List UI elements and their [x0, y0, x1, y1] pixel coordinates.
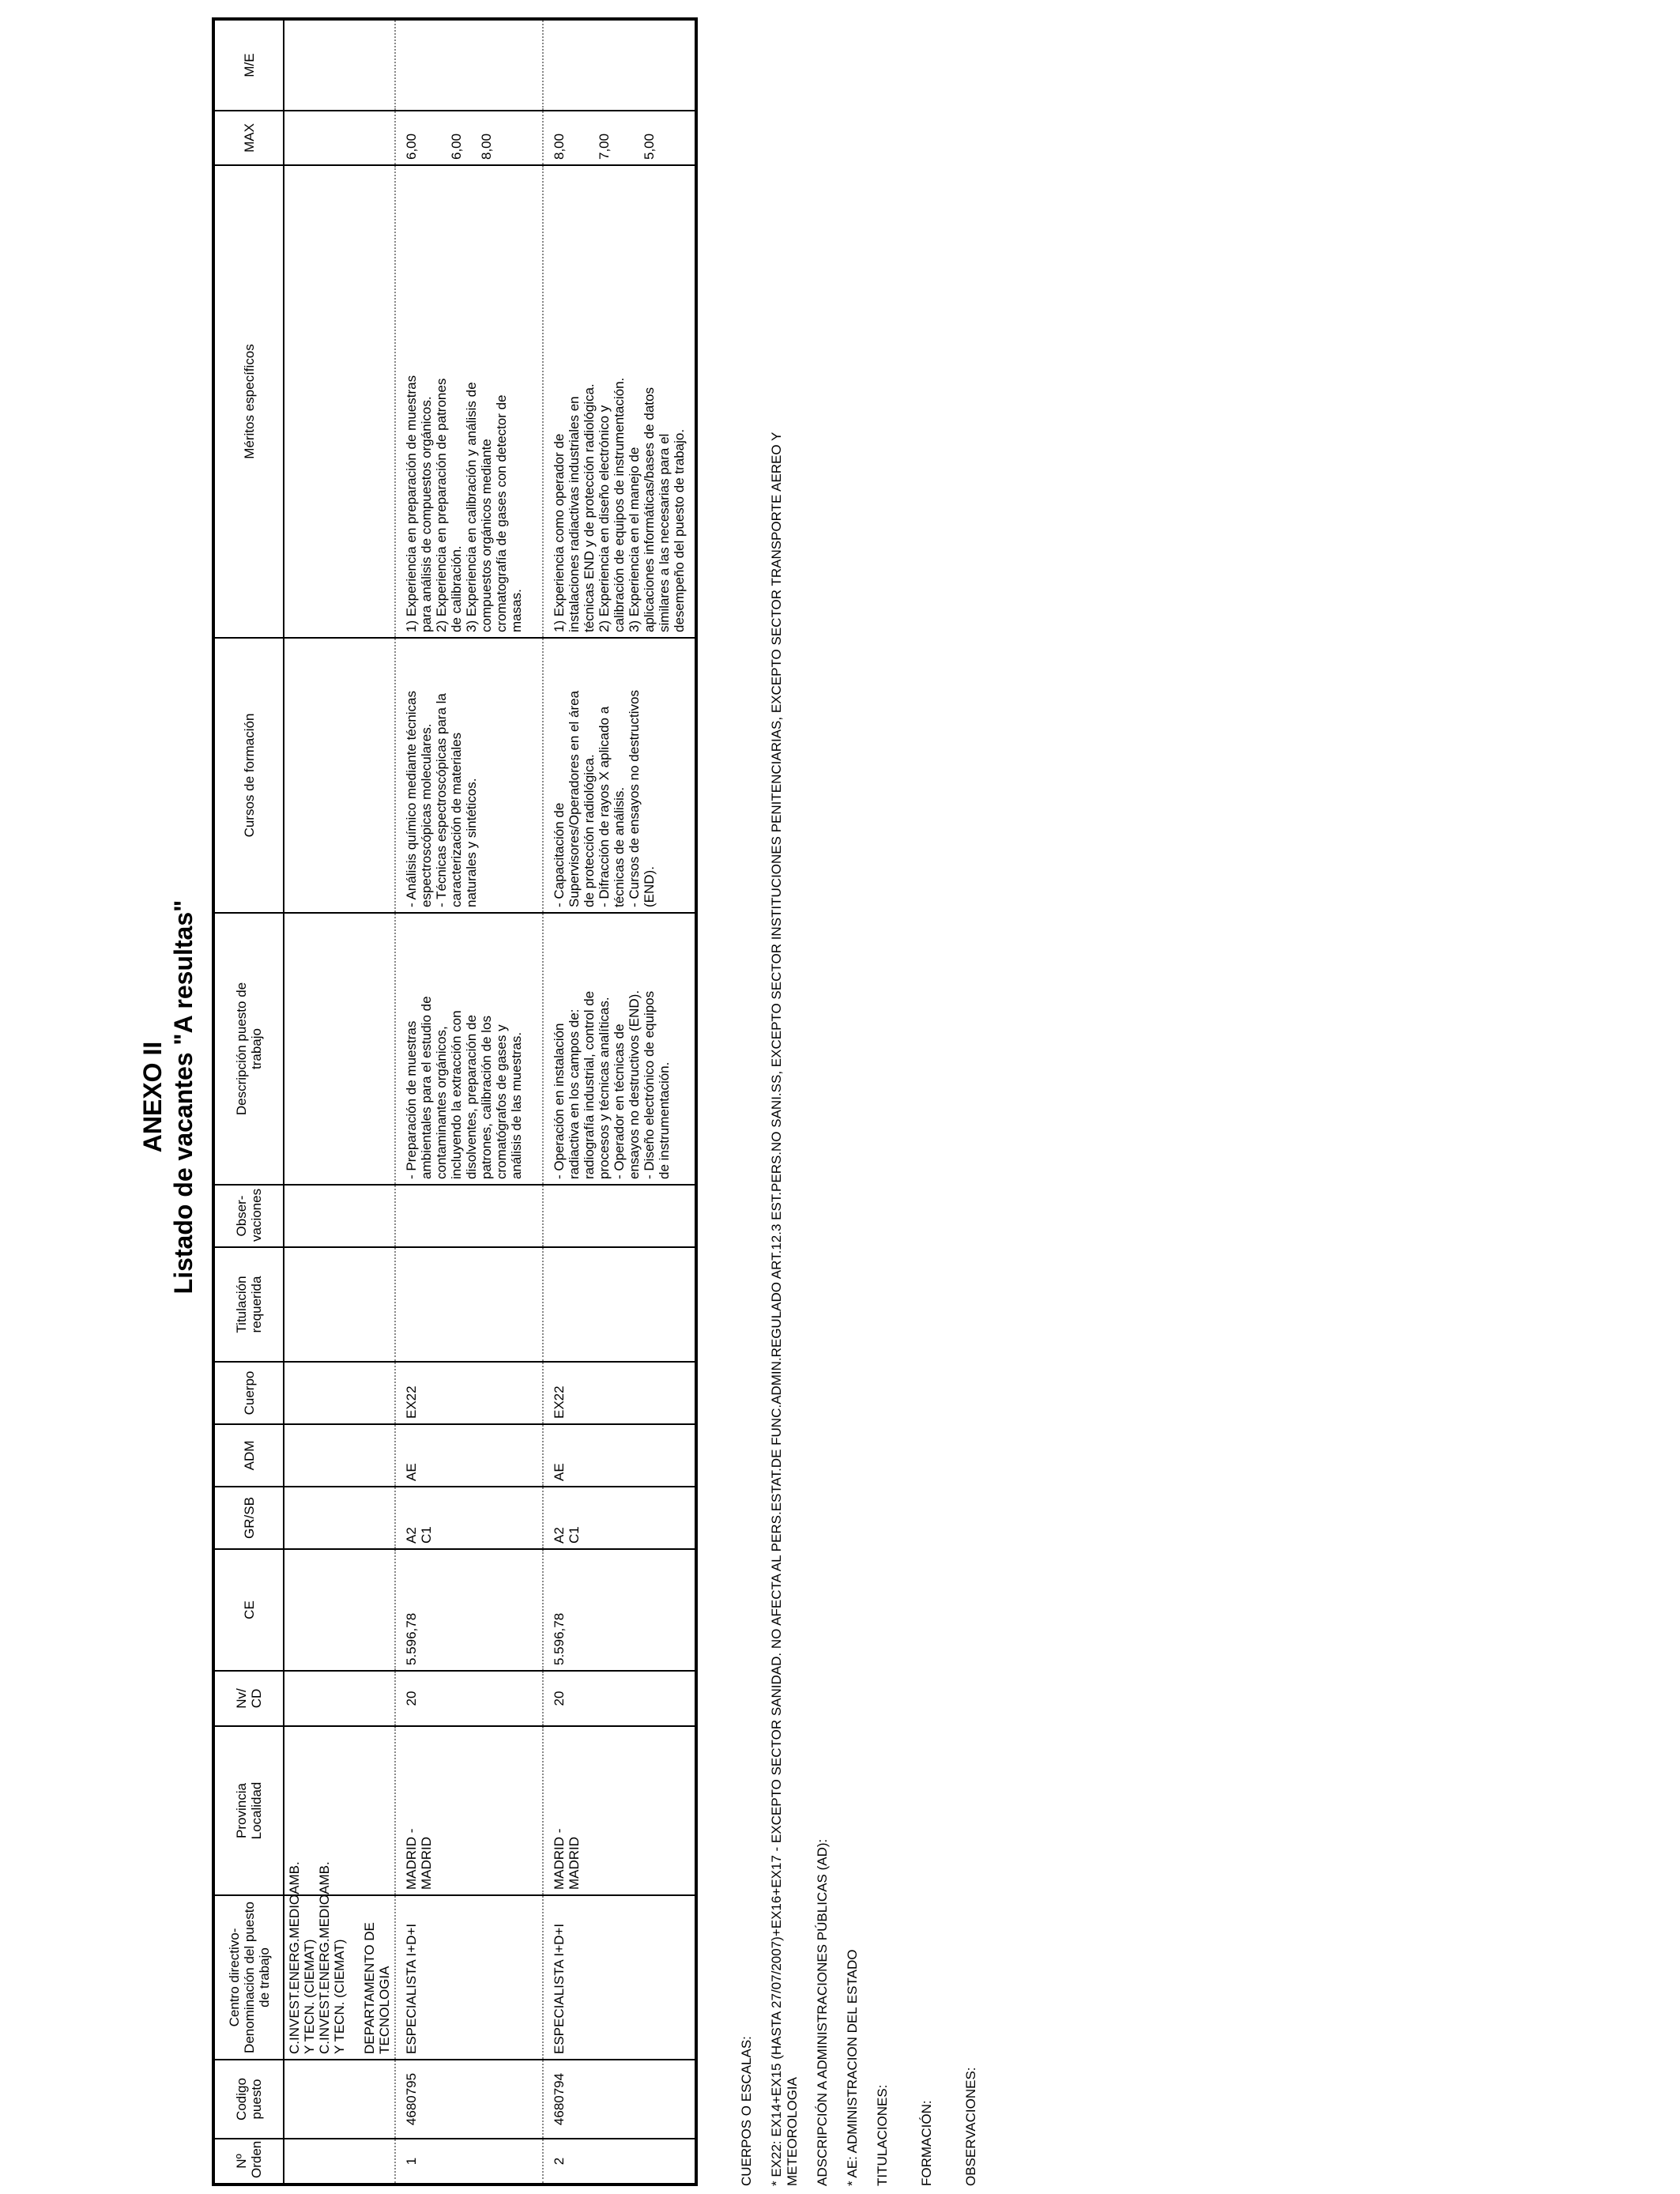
table-row [395, 19, 543, 2185]
row-nivel: 20 [395, 1671, 543, 1726]
row-meritos: 1) Experiencia como operador de instalaciones radiactivas industriales en técnicas END y de protección radiológica. 2) Experiencia en diseño electrónico y calibración de equipos de instrumentación. 3) Experiencia en el manejo de aplicaciones informáticas/bases de datos similares a las necesarias para el desempeño del puesto de trabajo. [543, 165, 696, 638]
centro-row [284, 19, 395, 2185]
col-centro: Centro directivo- Denominación del puesto de trabajo [213, 1895, 284, 2060]
col-max: MAX [213, 111, 284, 165]
legend-adscripcion-text: * AE: ADMINISTRACION DEL ESTADO [845, 1949, 860, 2186]
row-me [395, 19, 543, 111]
legend-adscripcion-title: ADSCRIPCIÓN A ADMINISTRACIONES PÚBLICAS (AD): [815, 1838, 830, 2186]
row-titulacion [395, 1247, 543, 1362]
row-orden: 2 [543, 2139, 696, 2185]
vacancies-table [212, 17, 698, 2186]
row-ce: 5.596,78 [395, 1549, 543, 1671]
row-ce: 5.596,78 [543, 1549, 696, 1671]
col-titulacion: Titulación requerida [213, 1247, 284, 1362]
row-grsb: A2 C1 [543, 1487, 696, 1549]
col-grsb: GR/SB [213, 1487, 284, 1549]
legend-observaciones-title: OBSERVACIONES: [963, 2067, 978, 2186]
row-provincia: MADRID - MADRID [543, 1726, 696, 1895]
row-descripcion: - Operación en instalación radiactiva en los campos de: radiografía industrial, control de procesos y técnicas analíticas. - Operador en técnicas de ensayos no destructivos (END). - Diseño electrónico de equipos de instrumentación. [543, 913, 696, 1185]
row-cursos: - Capacitación de Supervisores/Operadores en el área de protección radiológica. - Difracción de rayos X aplicado a técnicas de análisis. - Cursos de ensayos no destructivos (END). [543, 638, 696, 913]
legend-cuerpos-text: * EX22: EX14+EX15 (HASTA 27/07/2007)+EX16+EX17 - EXCEPTO SECTOR SANIDAD. NO AFECTA AL PERS.ESTAT.DE FUNC.ADMIN.REGULADO ART.12.3 EST.PERS.NO SANI.SS, EXCEPTO SECTOR INSTITUCIONES PENITENCIARIAS, EXCEPTO SECTOR TRANSPORTE AEREO Y METEOROLOGIA [769, 432, 800, 2186]
centro-directivo: C.INVEST.ENERG.MEDIOAMB. Y TECN. (CIEMAT) C.INVEST.ENERG.MEDIOAMB. Y TECN. (CIEMAT) DEPARTAMENTO DE TECNOLOGIA [284, 1895, 395, 2060]
col-descripcion: Descripción puesto de trabajo [213, 913, 284, 1185]
row-puesto: ESPECIALISTA I+D+I [395, 1895, 543, 2060]
row-descripcion: - Preparación de muestras ambientales para el estudio de contaminantes orgánicos, incluyendo la extracción con disolventes, preparación de patrones, calibración de los cromatógrafos de gases y análisis de las muestras. [395, 913, 543, 1185]
row-provincia: MADRID - MADRID [395, 1726, 543, 1895]
legend [739, 21, 993, 2186]
row-cuerpo: EX22 [543, 1362, 696, 1424]
row-cuerpo: EX22 [395, 1362, 543, 1424]
legend-cuerpos-title: CUERPOS O ESCALAS: [739, 2036, 754, 2186]
legend-titulaciones-title: TITULACIONES: [875, 2084, 890, 2186]
col-cursos: Cursos de formación [213, 638, 284, 913]
col-ce: CE [213, 1549, 284, 1671]
header-row [213, 19, 284, 2185]
legend-formacion-title: FORMACIÓN: [919, 2100, 934, 2186]
annex-title: ANEXO II [138, 1041, 167, 1153]
row-codigo: 4680795 [395, 2060, 543, 2139]
col-nivel: Nv/ CD [213, 1671, 284, 1726]
document-title: Listado de vacantes "A resultas" [169, 899, 198, 1295]
col-observaciones: Obser- vaciones [213, 1185, 284, 1247]
col-adm: ADM [213, 1424, 284, 1487]
col-provincia: Provincia Localidad [213, 1726, 284, 1895]
row-nivel: 20 [543, 1671, 696, 1726]
row-max: 6,00 6,00 8,00 [395, 111, 543, 165]
col-meritos: Méritos específicos [213, 165, 284, 638]
row-adm: AE [543, 1424, 696, 1487]
row-observaciones [395, 1185, 543, 1247]
col-cuerpo: Cuerpo [213, 1362, 284, 1424]
row-meritos: 1) Experiencia en preparación de muestras para análisis de compuestos orgánicos. 2) Experiencia en preparación de patrones de calibración. 3) Experiencia en calibración y análisis de compuestos orgánicos mediante cromatografía de gases con detector de masas. [395, 165, 543, 638]
row-codigo: 4680794 [543, 2060, 696, 2139]
row-max: 8,00 7,00 5,00 [543, 111, 696, 165]
table-row [543, 19, 696, 2185]
row-titulacion [543, 1247, 696, 1362]
row-me [543, 19, 696, 111]
col-orden: Nº Orden [213, 2139, 284, 2185]
row-grsb: A2 C1 [395, 1487, 543, 1549]
col-codigo: Codigo puesto [213, 2060, 284, 2139]
row-puesto: ESPECIALISTA I+D+I [543, 1895, 696, 2060]
row-cursos: - Análisis químico mediante técnicas espectroscópicas moleculares. - Técnicas espectroscópicas para la caracterización de materiales naturales y sintéticos. [395, 638, 543, 913]
row-observaciones [543, 1185, 696, 1247]
col-me: M/E [213, 19, 284, 111]
row-adm: AE [395, 1424, 543, 1487]
row-orden: 1 [395, 2139, 543, 2185]
